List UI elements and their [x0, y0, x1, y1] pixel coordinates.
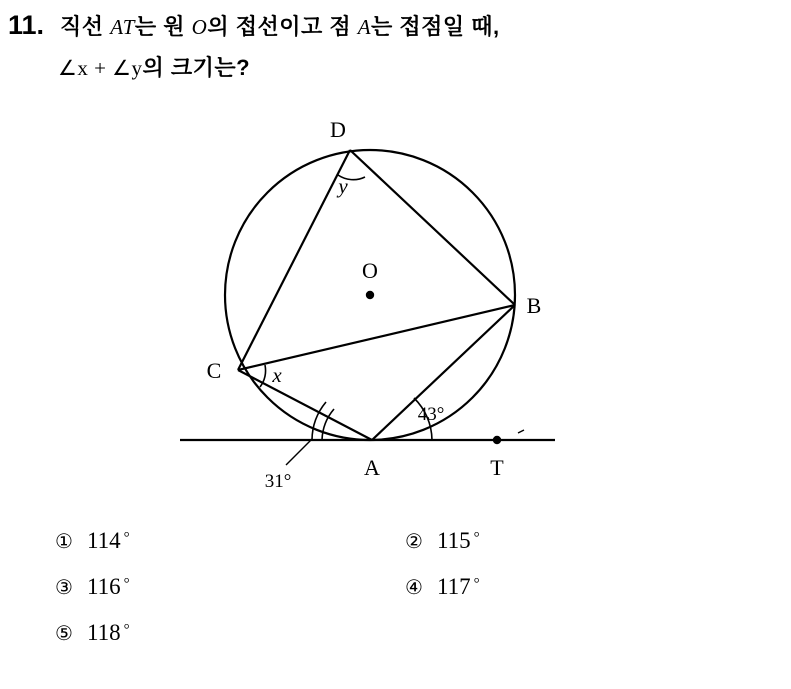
choice-3-text: 116 ° [86, 574, 130, 599]
degree-symbol: ° [473, 530, 480, 546]
question-line1-math-o: O [191, 15, 208, 39]
label-angle-x: x [272, 363, 282, 387]
degree-symbol: ° [123, 622, 130, 638]
choice-4-mark: ④ [405, 577, 423, 599]
degree-symbol: ° [123, 576, 130, 592]
choice-3-mark: ③ [55, 577, 73, 599]
choice-2[interactable] [405, 528, 755, 554]
leader-line-31 [286, 439, 312, 465]
choice-2-text: 115 ° [436, 528, 480, 553]
label-t: T [490, 455, 504, 480]
label-angle-31: 31° [264, 471, 292, 492]
center-point-o [366, 291, 374, 299]
label-d: D [330, 117, 346, 142]
question-number: 11. [8, 10, 45, 40]
label-b: B [526, 293, 542, 318]
choice-row-1 [55, 528, 755, 574]
label-o: O [362, 258, 378, 283]
choice-5-mark: ⑤ [55, 623, 73, 645]
question-line1-math-a: A [357, 15, 372, 39]
choice-1-mark: ① [55, 531, 73, 553]
angle-arc-31 [312, 402, 326, 440]
degree-symbol: ° [123, 530, 130, 546]
question-text-line-1 [60, 10, 500, 41]
segment-dc [238, 150, 350, 370]
segment-cb [238, 305, 515, 370]
label-angle-y: y [338, 174, 348, 198]
question-line-2 [58, 51, 783, 82]
choice-row-2 [55, 574, 755, 620]
geometry-figure [160, 115, 600, 505]
tick-near-t [518, 430, 524, 433]
segment-ca [238, 370, 372, 440]
question-line-1 [8, 10, 783, 41]
answer-choices [55, 528, 755, 666]
choice-5-text: 118 ° [86, 620, 130, 645]
choice-1[interactable] [55, 528, 405, 554]
question-line1-pre: 직선 [60, 14, 104, 39]
choice-5[interactable] [55, 620, 405, 646]
choice-row-3 [55, 620, 755, 666]
label-a: A [364, 455, 380, 480]
question-line2-post: 의 크기는? [142, 55, 251, 80]
label-c: C [206, 358, 222, 383]
question-block [8, 10, 783, 82]
point-t-marker [493, 436, 501, 444]
label-angle-43: 43° [417, 404, 445, 425]
degree-symbol: ° [473, 576, 480, 592]
question-line1-post: 는 접점일 때, [371, 14, 500, 39]
question-line1-mid2: 의 접선이고 점 [207, 14, 352, 39]
choice-2-mark: ② [405, 531, 423, 553]
choice-1-text: 114 ° [86, 528, 130, 553]
choice-4[interactable] [405, 574, 755, 600]
choice-4-text: 117 ° [436, 574, 480, 599]
question-line1-math-at: AT [110, 15, 135, 39]
choice-3[interactable] [55, 574, 405, 600]
question-line2-math: ∠x + ∠y [58, 56, 143, 80]
question-line1-mid1: 는 원 [134, 14, 186, 39]
